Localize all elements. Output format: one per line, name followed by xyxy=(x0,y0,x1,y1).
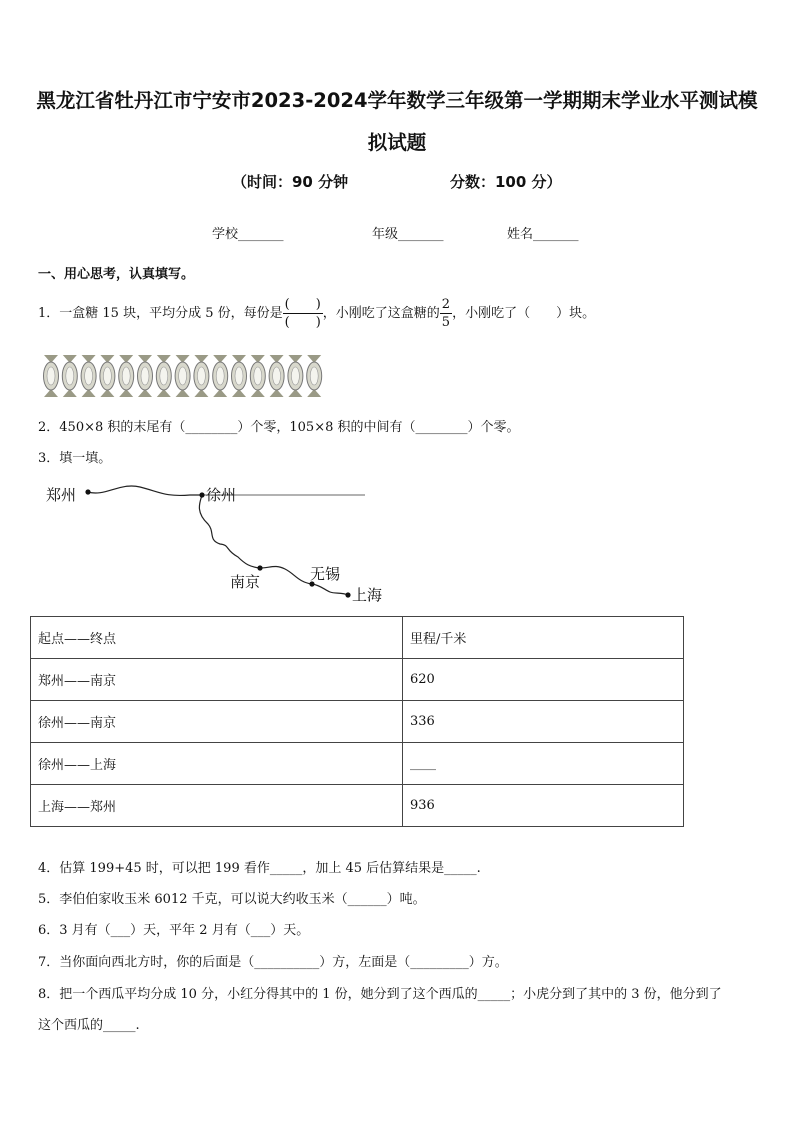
route-cell: 徐州——南京 xyxy=(31,701,403,743)
route-cell: 上海——郑州 xyxy=(31,785,403,827)
grade-field[interactable]: 年级_______ xyxy=(372,227,444,242)
candy-icon xyxy=(307,355,322,397)
page-title: 黑龙江省牡丹江市宁安市2023-2024学年数学三年级第一学期期末学业水平测试模拟试题 xyxy=(36,89,758,154)
question-2: 2．450×8 积的末尾有（________）个零，105×8 积的中间有（________）个零。 xyxy=(38,420,520,435)
question-1 xyxy=(38,296,595,331)
q1-blank-fraction[interactable]: $\frac{( )}{( )}$ xyxy=(284,297,321,330)
zhengzhou-label: 郑州 xyxy=(46,486,77,504)
table-row xyxy=(31,659,684,701)
table-row xyxy=(31,785,684,827)
question-4: 4．估算 199+45 时，可以把 199 看作_____，加上 45 后估算结果是_____. xyxy=(38,861,481,876)
xuzhou-label: 徐州 xyxy=(206,486,237,504)
q1-text-1: 1．一盒糖 15 块，平均分成 5 份，每份是 xyxy=(38,306,283,321)
table-header-row xyxy=(31,617,684,659)
name-field[interactable]: 姓名_______ xyxy=(507,227,579,242)
route-map xyxy=(30,472,410,612)
header-cell: 里程/千米 xyxy=(403,617,684,659)
candy-icon xyxy=(156,355,171,397)
section-heading: 一、用心思考，认真填写。 xyxy=(38,267,195,282)
table-row xyxy=(31,701,684,743)
candy-icon xyxy=(62,355,77,397)
candy-icon xyxy=(81,355,96,397)
candy-icon xyxy=(269,355,284,397)
candy-icon xyxy=(194,355,209,397)
header-cell: 起点——终点 xyxy=(31,617,403,659)
distance-cell: 936 xyxy=(403,785,684,827)
distance-cell: 620 xyxy=(403,659,684,701)
score-label: 分数：100 分） xyxy=(450,173,562,191)
candy-icon xyxy=(44,355,59,397)
q1-text-3: ，小刚吃了（ ）块。 xyxy=(452,306,596,321)
question-5: 5．李伯伯家收玉米 6012 千克，可以说大约收玉米（______）吨。 xyxy=(38,892,426,907)
question-7: 7．当你面向西北方时，你的后面是（__________）方，左面是（_________）方。 xyxy=(38,955,508,970)
route-cell: 徐州——上海 xyxy=(31,743,403,785)
question-6: 6．3 月有（___）天，平年 2 月有（___）天。 xyxy=(38,923,310,938)
q1-text-2: ，小刚吃了这盒糖的 xyxy=(322,306,440,321)
candy-icon xyxy=(138,355,153,397)
candy-icon xyxy=(119,355,134,397)
distance-table xyxy=(30,616,684,827)
question-8-cont: 这个西瓜的_____. xyxy=(38,1018,140,1033)
candy-icon xyxy=(213,355,228,397)
candy-icon xyxy=(175,355,190,397)
nanjing-label: 南京 xyxy=(230,573,261,591)
nanjing-dot xyxy=(257,565,262,570)
candy-icon xyxy=(100,355,115,397)
distance-blank-cell[interactable]: ____ xyxy=(403,743,684,785)
shanghai-label: 上海 xyxy=(352,586,383,604)
q1-fraction: $\frac{2}{5}$ xyxy=(441,297,451,330)
candy-icon xyxy=(288,355,303,397)
question-3: 3．填一填。 xyxy=(38,451,112,466)
distance-cell: 336 xyxy=(403,701,684,743)
shanghai-dot xyxy=(345,592,350,597)
zhengzhou-dot xyxy=(85,489,90,494)
time-label: （时间：90 分钟 xyxy=(232,173,349,191)
table-row xyxy=(31,743,684,785)
school-field[interactable]: 学校_______ xyxy=(212,227,284,242)
candies-illustration xyxy=(40,353,340,399)
candy-icon xyxy=(250,355,265,397)
question-8: 8．把一个西瓜平均分成 10 分，小红分得其中的 1 份，她分到了这个西瓜的_____；小虎分到了其中的 3 份，他分到了 xyxy=(38,987,722,1002)
wuxi-label: 无锡 xyxy=(310,565,341,583)
candy-icon xyxy=(232,355,247,397)
xuzhou-dot xyxy=(199,492,204,497)
route-cell: 郑州——南京 xyxy=(31,659,403,701)
